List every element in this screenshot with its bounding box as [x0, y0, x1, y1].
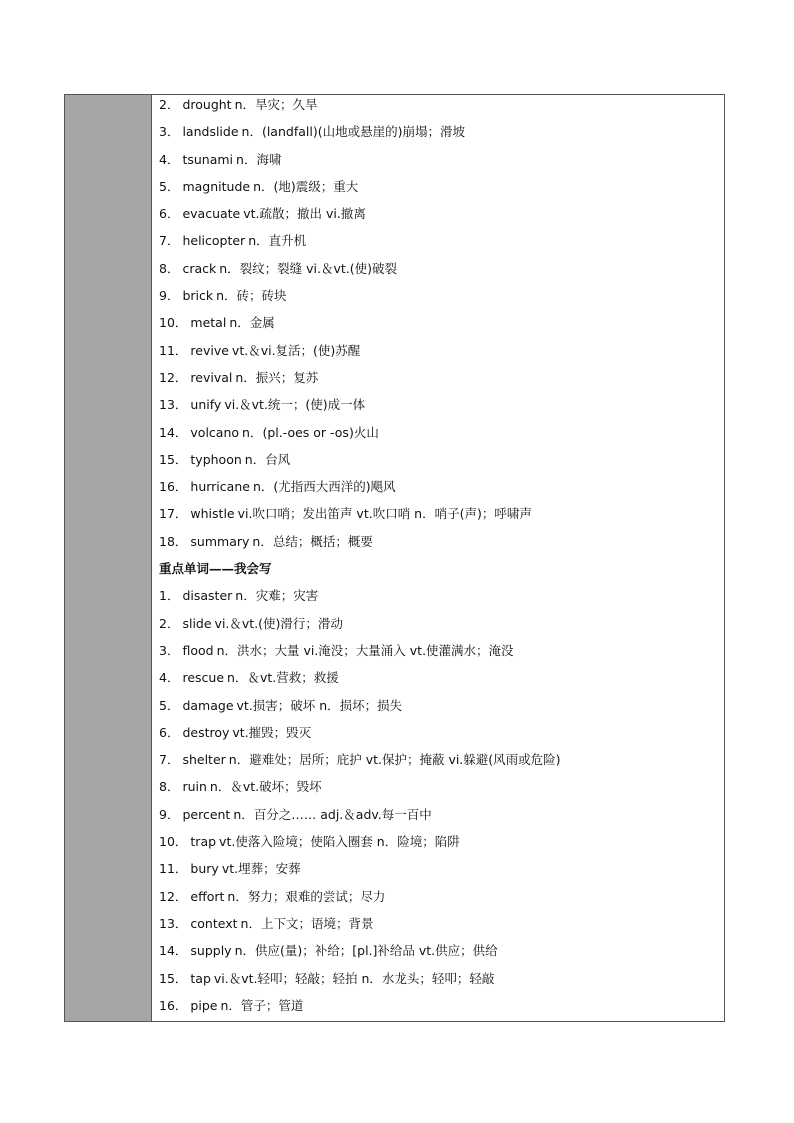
vocab-word: rescue — [182, 670, 225, 686]
vocab-item — [159, 887, 724, 914]
vocab-item — [159, 614, 724, 641]
vocab-number: 12． — [159, 369, 188, 385]
vocab-word: revival — [190, 369, 233, 385]
vocab-word: evacuate — [182, 206, 241, 222]
vocab-item — [159, 504, 724, 531]
vocab-item — [159, 750, 724, 777]
vocab-item — [159, 313, 724, 340]
vocab-number: 10． — [159, 315, 188, 331]
vocab-definition: n．金属 — [229, 315, 275, 331]
vocab-definition: n．灾难；灾害 — [235, 588, 319, 604]
vocab-item — [159, 122, 724, 149]
vocab-definition: n．＆vt.破坏；毁坏 — [209, 779, 322, 795]
vocab-word: revive — [190, 342, 229, 358]
vocab-word: destroy — [182, 724, 230, 740]
vocab-number: 8． — [159, 779, 180, 795]
vocabulary-list-two — [159, 586, 724, 1023]
vocab-word: hurricane — [190, 479, 250, 495]
vocab-item — [159, 996, 724, 1023]
vocab-definition: n．洪水；大量 vi.淹没；大量涌入 vt.使灌满水；淹没 — [216, 642, 514, 658]
vocab-number: 1． — [159, 588, 180, 604]
vocab-definition: vi.＆vt.轻叩；轻敲；轻拍 n．水龙头；轻叩；轻敲 — [213, 970, 495, 986]
vocab-item — [159, 95, 724, 122]
vocab-definition: n．(pl.-oes or -os)火山 — [242, 424, 379, 440]
vocab-item — [159, 286, 724, 313]
vocab-item — [159, 368, 724, 395]
vocab-number: 16． — [159, 997, 188, 1013]
vocab-item — [159, 477, 724, 504]
vocab-number: 17． — [159, 506, 188, 522]
vocab-word: supply — [190, 943, 232, 959]
vocab-item — [159, 969, 724, 996]
vocab-item — [159, 395, 724, 422]
vocab-number: 15． — [159, 451, 188, 467]
vocab-item — [159, 532, 724, 559]
vocab-number: 15． — [159, 970, 188, 986]
vocab-definition: vt.埋葬；安葬 — [221, 861, 301, 877]
vocab-number: 7． — [159, 752, 180, 768]
vocab-number: 5． — [159, 178, 180, 194]
vocab-word: volcano — [190, 424, 240, 440]
vocab-item — [159, 231, 724, 258]
vocab-word: crack — [182, 260, 217, 276]
vocab-number: 7． — [159, 233, 180, 249]
section-heading: 重点单词——我会写 — [159, 561, 272, 577]
vocab-definition: n．砖；砖块 — [216, 288, 287, 304]
vocab-number: 6． — [159, 206, 180, 222]
vocab-definition: vt.＆vi.复活；(使)苏醒 — [231, 342, 361, 358]
vocab-word: helicopter — [182, 233, 246, 249]
vocab-word: drought — [182, 97, 232, 112]
vocab-definition: vi.吹口哨；发出笛声 vt.吹口哨 n．哨子(声)；呼啸声 — [237, 506, 532, 522]
vocab-word: slide — [182, 615, 212, 631]
vocab-item — [159, 941, 724, 968]
vocab-definition: n．管子；管道 — [220, 997, 304, 1013]
vocab-word: pipe — [190, 997, 218, 1013]
vocab-number: 6． — [159, 724, 180, 740]
vocab-word: trap — [190, 834, 217, 850]
vocab-definition: n．旱灾；久旱 — [234, 97, 318, 112]
vocab-word: unify — [190, 397, 222, 413]
vocab-definition: n．海啸 — [236, 151, 282, 167]
vocab-word: whistle — [190, 506, 235, 522]
vocab-number: 11． — [159, 342, 188, 358]
vocab-item — [159, 586, 724, 613]
vocab-item — [159, 259, 724, 286]
vocab-definition: n．百分之…… adj.＆adv.每一百中 — [233, 806, 432, 822]
vocab-item — [159, 668, 724, 695]
vocab-number: 4． — [159, 151, 180, 167]
vocab-definition: n．(尤指西大西洋的)飓风 — [252, 479, 396, 495]
vocab-item — [159, 150, 724, 177]
vocab-number: 12． — [159, 888, 188, 904]
vocab-word: landslide — [182, 124, 239, 140]
vocab-number: 8． — [159, 260, 180, 276]
vocab-item — [159, 423, 724, 450]
vocab-word: flood — [182, 642, 214, 658]
vocab-definition: vt.摧毁；毁灭 — [232, 724, 312, 740]
vocab-item — [159, 859, 724, 886]
vocab-word: bury — [190, 861, 219, 877]
vocab-word: damage — [182, 697, 234, 713]
vocab-number: 4． — [159, 670, 180, 686]
vocab-word: summary — [190, 533, 250, 549]
vocab-number: 9． — [159, 288, 180, 304]
vocab-item — [159, 450, 724, 477]
vocab-item — [159, 914, 724, 941]
vocab-number: 3． — [159, 642, 180, 658]
vocab-number: 5． — [159, 697, 180, 713]
vocab-number: 2． — [159, 615, 180, 631]
vocab-item — [159, 805, 724, 832]
vocab-number: 9． — [159, 806, 180, 822]
vocab-definition: n．避难处；居所；庇护 vt.保护；掩蔽 vi.躲避(风雨或危险) — [228, 752, 561, 768]
vocab-item — [159, 177, 724, 204]
vocab-number: 13． — [159, 397, 188, 413]
vocab-item — [159, 204, 724, 231]
vocab-number: 18． — [159, 533, 188, 549]
vocab-word: shelter — [182, 752, 226, 768]
vocab-number: 3． — [159, 124, 180, 140]
vocab-definition: n．振兴；复苏 — [235, 369, 319, 385]
vocab-number: 14． — [159, 943, 188, 959]
vocab-word: tsunami — [182, 151, 234, 167]
table-side-column — [65, 95, 152, 1021]
vocab-definition: n．(地)震级；重大 — [253, 178, 359, 194]
vocab-number: 2． — [159, 97, 180, 112]
vocab-definition: n．总结；概括；概要 — [252, 533, 373, 549]
vocab-item — [159, 641, 724, 668]
vocab-definition: n．上下文；语境；背景 — [240, 915, 374, 931]
table-content-column — [152, 95, 724, 1021]
vocab-word: tap — [190, 970, 211, 986]
vocabulary-list-one — [159, 95, 724, 559]
vocab-number: 11． — [159, 861, 188, 877]
vocab-word: percent — [182, 806, 231, 822]
vocab-word: brick — [182, 288, 214, 304]
vocab-definition: vt.损害；破坏 n．损坏；损失 — [236, 697, 403, 713]
vocab-definition: n．直升机 — [248, 233, 307, 249]
vocab-item — [159, 777, 724, 804]
vocab-word: metal — [190, 315, 227, 331]
vocab-item — [159, 341, 724, 368]
vocab-definition: vi.＆vt.统一；(使)成一体 — [224, 397, 366, 413]
vocab-definition: vi.＆vt.(使)滑行；滑动 — [214, 615, 343, 631]
vocab-definition: n．台风 — [244, 451, 291, 467]
vocab-word: typhoon — [190, 451, 242, 467]
vocab-item — [159, 832, 724, 859]
vocab-word: magnitude — [182, 178, 251, 194]
vocab-item — [159, 723, 724, 750]
vocab-item — [159, 696, 724, 723]
vocab-word: disaster — [182, 588, 233, 604]
vocab-definition: n．裂纹；裂缝 vi.＆vt.(使)破裂 — [219, 260, 398, 276]
vocab-definition: n．＆vt.营救；救援 — [227, 670, 339, 686]
vocab-word: effort — [190, 888, 225, 904]
vocabulary-table — [64, 94, 725, 1022]
vocab-number: 13． — [159, 915, 188, 931]
vocab-definition: n．供应(量)；补给；[pl.]补给品 vt.供应；供给 — [234, 943, 498, 959]
vocab-definition: vt.疏散；撤出 vi.撤离 — [243, 206, 366, 222]
vocab-number: 10． — [159, 834, 188, 850]
vocab-word: context — [190, 915, 238, 931]
vocab-definition: vt.使落入险境；使陷入圈套 n．险境；陷阱 — [219, 834, 460, 850]
vocab-number: 16． — [159, 479, 188, 495]
vocab-definition: n．(landfall)(山地或悬崖的)崩塌；滑坡 — [241, 124, 465, 140]
vocab-word: ruin — [182, 779, 207, 795]
vocab-number: 14． — [159, 424, 188, 440]
vocab-definition: n．努力；艰难的尝试；尽力 — [227, 888, 386, 904]
